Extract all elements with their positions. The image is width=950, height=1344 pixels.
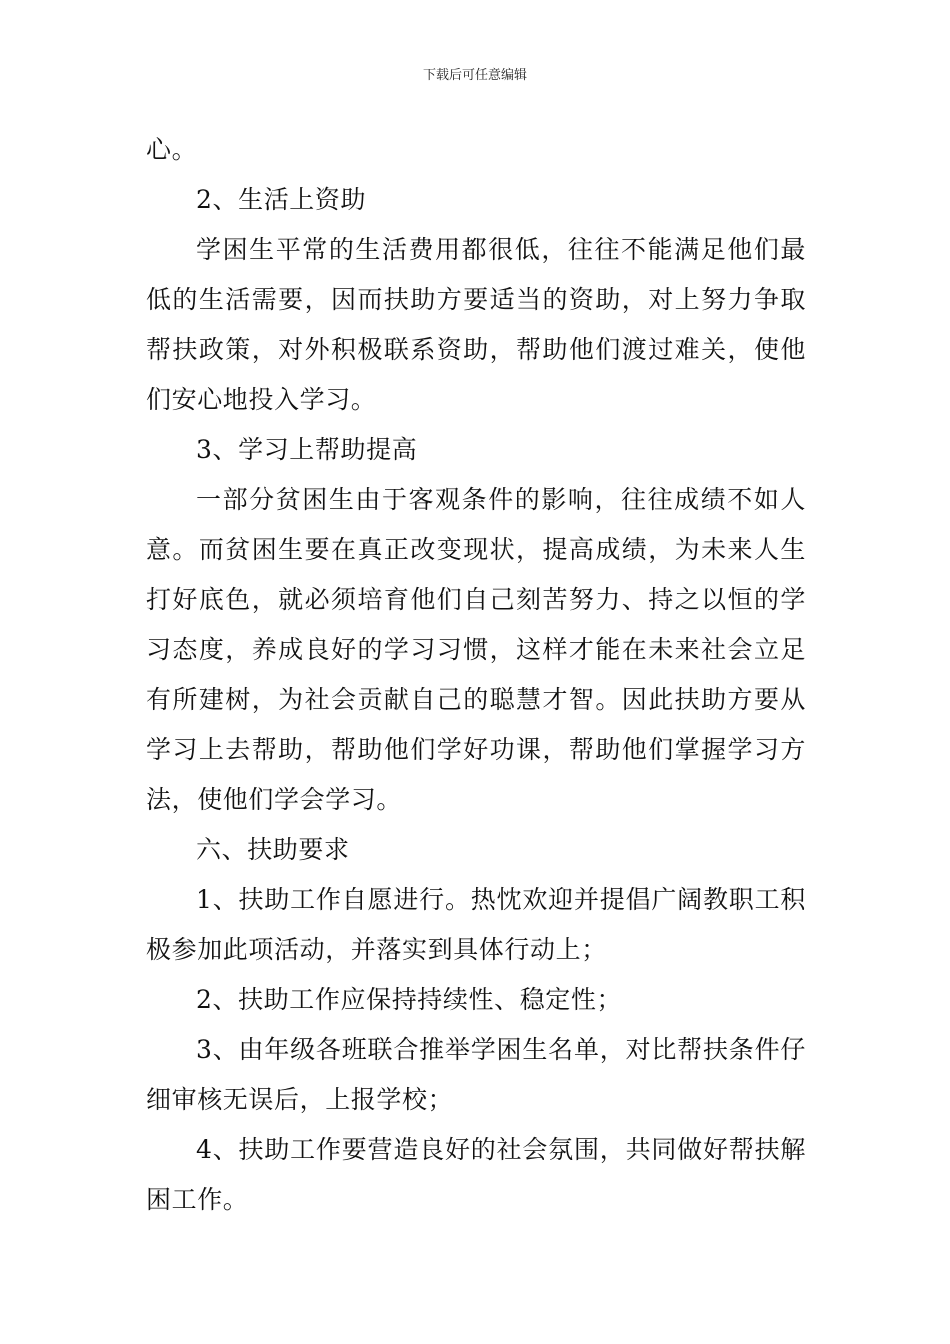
paragraph-requirement-2: 2、扶助工作应保持持续性、稳定性；: [196, 985, 623, 1014]
paragraph-requirement-1: 1、扶助工作自愿进行。热忱欢迎并提倡广阔教职工积极参加此项活动，并落实到具体行动上；: [146, 885, 806, 964]
paragraph-heading-living-aid: 2、生活上资助: [196, 185, 367, 214]
paragraph-requirement-3: 3、由年级各班联合推举学困生名单，对比帮扶条件仔细审核无误后，上报学校；: [146, 1035, 806, 1114]
paragraph-heading-requirements: 六、扶助要求: [196, 835, 350, 864]
paragraph-living-aid: 学困生平常的生活费用都很低，往往不能满足他们最低的生活需要，因而扶助方要适当的资助，对上努力争取帮扶政策，对外积极联系资助，帮助他们渡过难关，使他们安心地投入学习。: [146, 235, 806, 414]
paragraph-continuation: 心。: [146, 135, 198, 164]
paragraph-study-help: 一部分贫困生由于客观条件的影响，往往成绩不如人意。而贫困生要在真正改变现状，提高成绩，为未来人生打好底色，就必须培育他们自己刻苦努力、持之以恒的学习态度，养成良好的学习习惯，这样才能在未来社会立足有所建树，为社会贡献自己的聪慧才智。因此扶助方要从学习上去帮助，帮助他们学好功课，帮助他们掌握学习方法，使他们学会学习。: [146, 485, 806, 814]
paragraph-requirement-4: 4、扶助工作要营造良好的社会氛围，共同做好帮扶解困工作。: [146, 1135, 806, 1214]
document-body: [146, 125, 806, 1225]
paragraph-heading-study-help: 3、学习上帮助提高: [196, 435, 418, 464]
page-header: 下载后可任意编辑: [422, 68, 527, 83]
